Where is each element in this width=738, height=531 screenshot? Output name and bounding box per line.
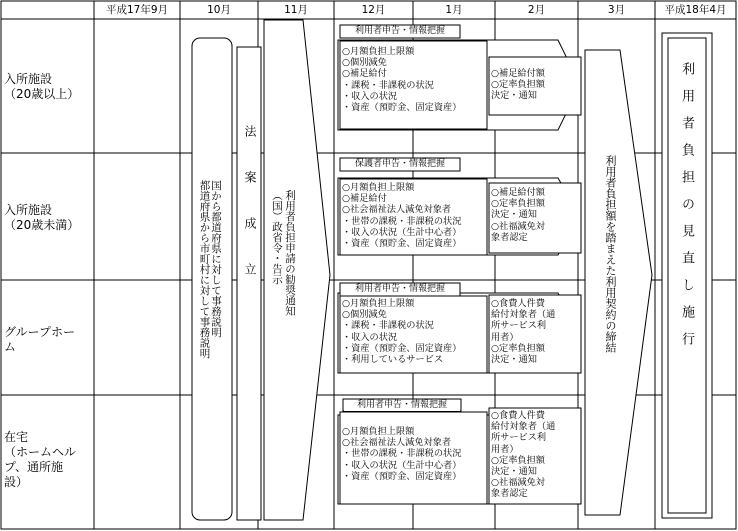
application-notice: 利用者負担申請の勧奨通知 （国）政省令・告示 [271,190,296,316]
row-label-at-home: 在宅 （ホームヘル プ、通所施 設） [4,430,77,489]
header-dec: 12月 [361,4,386,16]
row4-decision: ○食費人件費 給付対象者（通 所サービス利 用者） ○定率負担額 決定・通知 ○社福減免対 象者認定 [491,410,556,500]
header-feb: 2月 [527,4,546,16]
row2-decision: ○補足給付額 ○定率負担額 決定・通知 ○社福減免対 象者認定 [491,187,545,243]
header-2006-apr: 平成18年4月 [664,4,727,16]
row3-decision: ○食費人件費 給付対象者（通 所サービス利 用者） ○定率負担額 決定・通知 [491,298,556,366]
header-2005-sep: 平成17年9月 [105,4,169,16]
prefecture-explanation: 国から都道府県に対して事務説明 都道府県から市町村に対して事務説明 [198,180,222,359]
row2-process-title: 保護者申告・情報把握 [341,159,459,170]
usage-contract: 利用者負担額を踏まえた利用契約の締結 [604,155,617,353]
row4-process-title: 利用者申告・情報把握 [344,400,460,411]
header-jan: 1月 [445,4,463,16]
row3-items: ○月額負担上限額 ○個別減免 ・課税・非課税の状況 ・収入の状況 ・資産（預貯金、固定資産） ・利用しているサービス [342,298,462,366]
law-enactment: 法案成立 [243,125,257,309]
row1-items: ○月額負担上限額 ○個別減免 ○補足給付 ・課税・非課税の状況 ・収入の状況 ・資産（預貯金、固定資産） [342,46,462,114]
row-label-adult-facility: 入所施設 （20歳以上） [4,72,80,101]
row-label-group-home: グループホー ム [4,325,76,354]
row1-process-title: 利用者申告・情報把握 [341,26,459,37]
row2-items: ○月額負担上限額 ○補足給付 ○社会福祉法人減免対象者 ・世帯の課税・非課税の状況 ・収入の状況（生計中心者） ・資産（預貯金、固定資産） [342,182,462,250]
header-mar: 3月 [607,4,626,16]
row-label-minor-facility: 入所施設 （20歳未満） [4,203,80,232]
row3-process-title: 利用者申告・情報把握 [341,284,459,295]
burden-review: 利用者負担の見直し施行 [679,62,694,359]
header-nov: 11月 [284,4,308,16]
row4-items: ○月額負担上限額 ○社会福祉法人減免対象者 ・世帯の課税・非課税の状況 ・収入の状況（生計中心者） ・資産（預貯金、固定資産） [342,426,462,482]
header-oct: 10月 [207,4,231,16]
row1-decision: ○補足給付額 ○定率負担額 決定・通知 [491,68,545,102]
